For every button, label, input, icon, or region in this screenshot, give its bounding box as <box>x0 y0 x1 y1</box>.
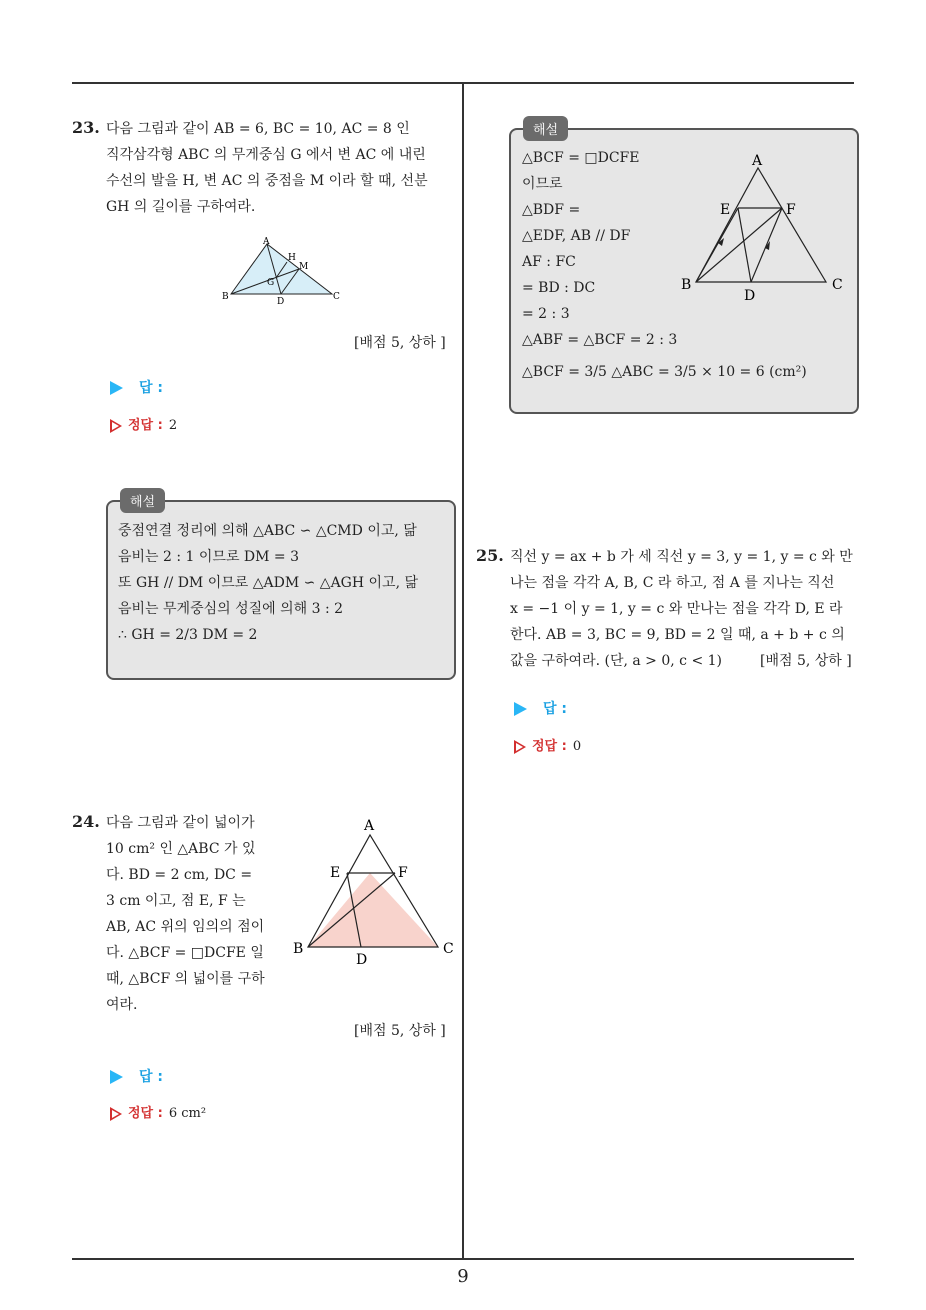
q24-exp-label-c: C <box>832 277 843 293</box>
q23-correct-label: 정답 : <box>128 418 163 433</box>
q24-figure <box>290 815 460 970</box>
q24-line-4: 3 cm 이고, 점 E, F 는 <box>106 893 246 909</box>
play-icon <box>110 1070 123 1084</box>
q24-number: 24. <box>72 812 100 831</box>
q24-correct-value: 6 cm² <box>168 1106 207 1121</box>
q23-label-h: H <box>288 253 296 263</box>
q24-exp-label-d: D <box>744 288 756 304</box>
q23-label-b: B <box>222 292 229 302</box>
q23-label-g: G <box>267 278 275 288</box>
q24-exp-label-a: A <box>752 153 763 169</box>
q24-line-8: 여라. <box>106 997 138 1013</box>
q24-correct-label: 정답 : <box>128 1106 163 1121</box>
q25-correct-value: 0 <box>572 739 582 754</box>
q23-label-d: D <box>277 297 285 307</box>
q25-line-4: 한다. AB = 3, BC = 9, BD = 2 일 때, a + b + c 의 <box>510 627 845 643</box>
q24-label-c: C <box>443 941 454 957</box>
q25-correct-label: 정답 : <box>532 739 567 754</box>
q23-line-1: 다음 그림과 같이 AB = 6, BC = 10, AC = 8 인 <box>106 121 410 137</box>
q24-exp-label-f: F <box>786 202 796 218</box>
q23-exp-line-1: 중점연결 정리에 의해 △ABC ∽ △CMD 이고, 닮 <box>118 523 417 539</box>
q25-line-2: 나는 점을 각각 A, B, C 라 하고, 점 A 를 지나는 직선 <box>510 575 835 591</box>
q23-line-3: 수선의 발을 H, 변 AC 의 중점을 M 이라 할 때, 선분 <box>106 173 428 189</box>
page-number: 9 <box>457 1266 469 1287</box>
q24-exp-line-9: △BCF = 3/5 △ABC = 3/5 × 10 = 6 (cm²) <box>522 364 807 380</box>
q24-explanation <box>522 145 678 327</box>
q24-line-3: 다. BD = 2 cm, DC = <box>106 867 253 883</box>
q25-number: 25. <box>476 546 504 565</box>
q25-correct <box>514 735 581 754</box>
q25-score: [배점 5, 상하 ] <box>760 653 852 669</box>
q24-label-b: B <box>293 941 304 957</box>
q24-exp-line-4: △EDF, AB // DF <box>522 228 631 244</box>
q24-answer-label: 답 : <box>139 1069 163 1085</box>
q23-score: [배점 5, 상하 ] <box>354 335 446 351</box>
q24-exp-line-6: = BD : DC <box>522 280 596 296</box>
q24-exp-line-3: △BDF = <box>522 202 581 218</box>
q24-text <box>106 810 286 1018</box>
q23-text <box>106 116 456 220</box>
bottom-rule <box>72 1258 854 1260</box>
q24-answer-field[interactable] <box>110 1066 163 1086</box>
q24-exp-line-5: AF : FC <box>522 254 576 270</box>
q23-answer-field[interactable] <box>110 377 163 397</box>
play-icon <box>514 702 527 716</box>
q23-line-4: GH 의 길이를 구하여라. <box>106 199 256 215</box>
q24-exp-line-8: △ABF = △BCF = 2 : 3 <box>522 332 678 348</box>
q24-label-f: F <box>398 865 408 881</box>
q24-label-d: D <box>356 952 368 968</box>
column-divider <box>462 82 464 1258</box>
q24-score: [배점 5, 상하 ] <box>354 1023 446 1039</box>
q23-explanation-tag: 해설 <box>120 488 165 513</box>
play-icon <box>110 381 123 395</box>
q23-correct <box>110 414 177 433</box>
q25-answer-field[interactable] <box>514 698 567 718</box>
outline-triangle-icon <box>110 1107 122 1121</box>
q23-number: 23. <box>72 118 100 137</box>
q25-line-5: 값을 구하여라. (단, a > 0, c < 1) <box>510 653 723 669</box>
outline-triangle-icon <box>514 740 526 754</box>
q24-exp-line-1: △BCF = □DCFE <box>522 150 640 166</box>
q24-exp-label-e: E <box>720 202 731 218</box>
q25-line-3: x = −1 이 y = 1, y = c 와 만나는 점을 각각 D, E 라 <box>510 601 843 617</box>
q24-explanation-tag: 해설 <box>523 116 568 141</box>
q24-line-6: 다. △BCF = □DCFE 일 <box>106 945 264 961</box>
q23-label-c: C <box>333 292 340 302</box>
q23-label-m: M <box>299 262 309 272</box>
q25-answer-label: 답 : <box>543 701 567 717</box>
q24-exp-line-2: 이므로 <box>522 176 563 192</box>
q24-exp-line-7: = 2 : 3 <box>522 306 570 322</box>
q23-exp-line-5: ∴ GH = 2/3 DM = 2 <box>118 627 258 643</box>
q23-explanation <box>118 518 448 648</box>
q23-correct-value: 2 <box>168 418 178 433</box>
q24-exp-label-b: B <box>681 277 692 293</box>
q24-explanation-figure <box>678 150 853 305</box>
q23-exp-line-3: 또 GH // DM 이므로 △ADM ∽ △AGH 이고, 닮 <box>118 575 418 591</box>
q23-line-2: 직각삼각형 ABC 의 무게중심 G 에서 변 AC 에 내린 <box>106 147 426 163</box>
q24-line-7: 때, △BCF 의 넓이를 구하 <box>106 971 265 987</box>
outline-triangle-icon <box>110 419 122 433</box>
q24-line-2: 10 cm² 인 △ABC 가 있 <box>106 841 256 857</box>
q24-label-a: A <box>364 818 375 834</box>
q23-exp-line-2: 음비는 2 : 1 이므로 DM = 3 <box>118 549 300 565</box>
q25-line-1: 직선 y = ax + b 가 세 직선 y = 3, y = 1, y = c 와 만 <box>510 549 853 565</box>
q23-figure <box>215 232 345 307</box>
q24-line-5: AB, AC 위의 임의의 점이 <box>106 919 265 935</box>
q24-label-e: E <box>330 865 341 881</box>
q24-line-1: 다음 그림과 같이 넓이가 <box>106 815 255 831</box>
q23-label-a: A <box>263 237 270 247</box>
q24-explanation-bottom <box>522 327 842 385</box>
q23-exp-line-4: 음비는 무게중심의 성질에 의해 3 : 2 <box>118 601 344 617</box>
q24-correct <box>110 1102 206 1121</box>
q23-answer-label: 답 : <box>139 380 163 396</box>
